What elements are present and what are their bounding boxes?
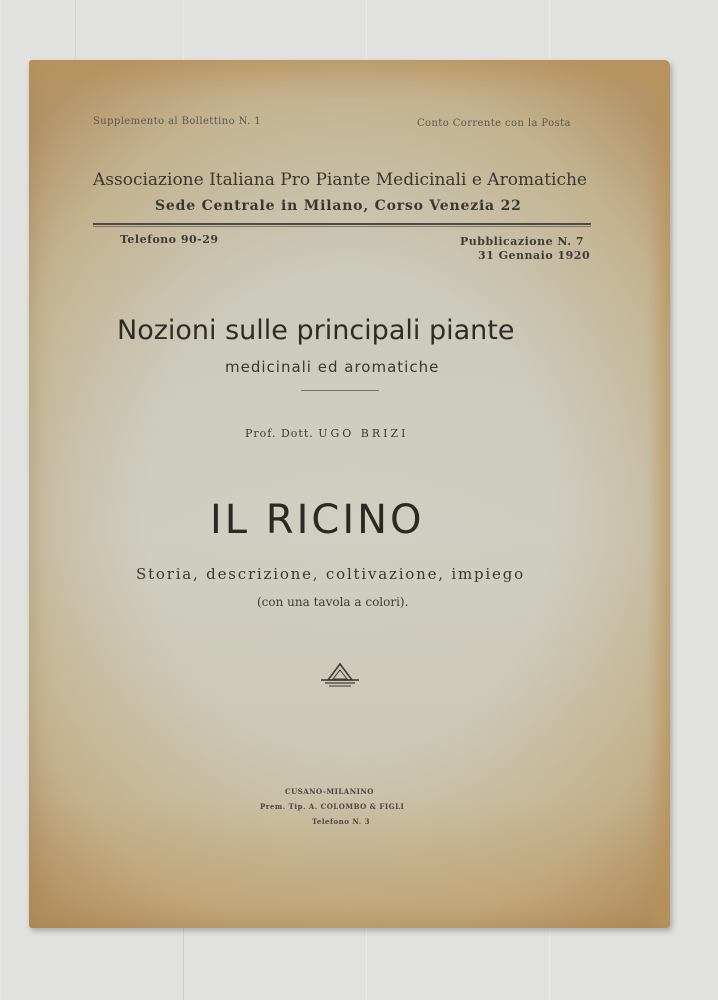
association-name: Associazione Italiana Pro Piante Medicinali e Aromatiche [93, 170, 587, 190]
author-prefix: Prof. Dott. [245, 427, 314, 440]
series-subtitle: medicinali ed aromatiche [225, 358, 440, 376]
title-divider [301, 390, 379, 391]
plate-note: (con una tavola a colori). [257, 595, 409, 609]
printer-name: Prem. Tip. A. COLOMBO & FIGLI [260, 802, 405, 811]
author-line [245, 427, 409, 440]
background-seam [183, 928, 184, 1000]
header-rule [93, 223, 591, 225]
printer-place: CUSANO-MILANINO [285, 787, 374, 796]
work-description: Storia, descrizione, coltivazione, impiego [136, 565, 525, 583]
booklet-cover [29, 60, 670, 928]
background-seam [75, 0, 76, 60]
work-title: IL RICINO [210, 497, 425, 543]
author-name: UGO BRIZI [318, 427, 409, 440]
series-title: Nozioni sulle principali piante [117, 315, 515, 346]
supplement-note: Supplemento al Bollettino N. 1 [93, 116, 261, 127]
postal-account-note: Conto Corrente con la Posta [417, 118, 571, 129]
printer-phone: Telefono N. 3 [312, 817, 371, 826]
publication-number: Pubblicazione N. 7 [460, 235, 585, 248]
publication-date: 31 Gennaio 1920 [478, 249, 591, 262]
printer-ornament-icon [319, 662, 361, 690]
header-rule-thin [93, 226, 591, 227]
telephone-number: Telefono 90-29 [120, 233, 219, 246]
association-seat: Sede Centrale in Milano, Corso Venezia 22 [155, 198, 522, 214]
